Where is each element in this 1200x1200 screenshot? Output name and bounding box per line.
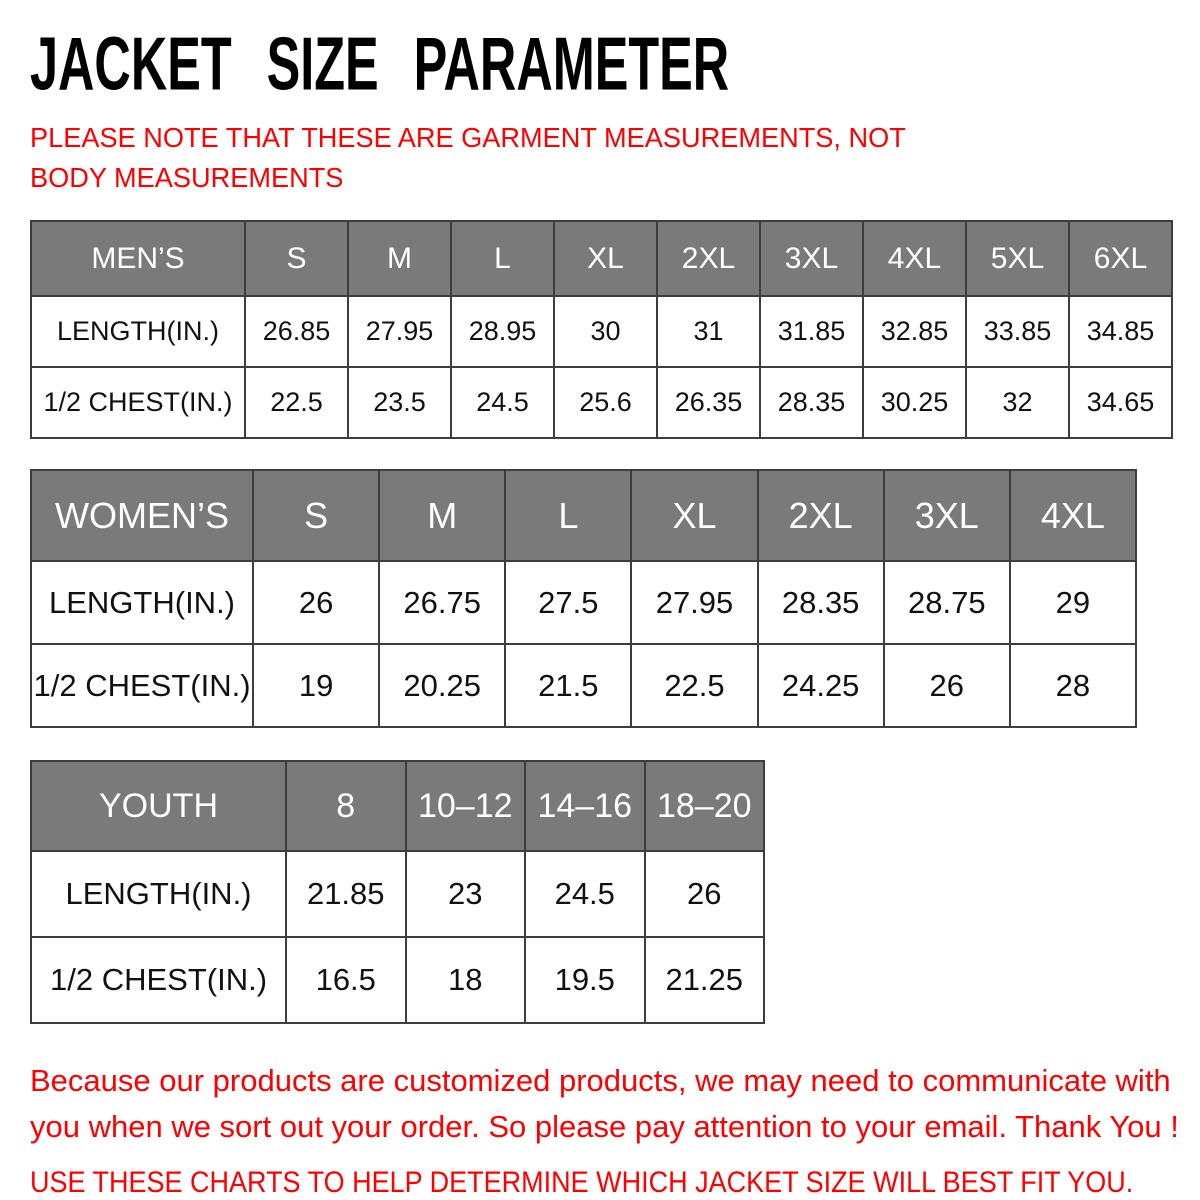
page-title: JACKET SIZE PARAMETER — [30, 22, 730, 107]
size-column-header: 10–12 — [406, 761, 526, 851]
size-column-header: 2XL — [657, 221, 760, 296]
customization-notice: Because our products are customized products, we may need to communicate with you when we sort out your order. So please pay attention to your email. Thank You ! — [30, 1063, 1179, 1144]
measurement-cell: 28.75 — [884, 561, 1010, 644]
measurement-cell: 24.5 — [451, 367, 554, 438]
size-column-header: M — [379, 470, 505, 561]
size-column-header: M — [348, 221, 451, 296]
table-row — [31, 296, 1172, 367]
group-label: MEN’S — [31, 221, 245, 296]
measurement-cell: 25.6 — [554, 367, 657, 438]
youth-size-table — [30, 760, 1200, 1024]
size-column-header: L — [505, 470, 631, 561]
measurement-cell: 33.85 — [966, 296, 1069, 367]
measurement-cell: 27.5 — [505, 561, 631, 644]
measurement-cell: 21.25 — [645, 937, 765, 1023]
measurement-cell: 21.85 — [286, 851, 406, 937]
measurement-cell: 21.5 — [505, 644, 631, 727]
measurement-cell: 26.35 — [657, 367, 760, 438]
mens-size-table — [30, 220, 1200, 439]
measurement-cell: 26.85 — [245, 296, 348, 367]
size-column-header: 2XL — [758, 470, 884, 561]
measurement-cell: 20.25 — [379, 644, 505, 727]
size-column-header: 8 — [286, 761, 406, 851]
size-column-header: S — [253, 470, 379, 561]
measurement-cell: 28.95 — [451, 296, 554, 367]
measurement-cell: 34.85 — [1069, 296, 1172, 367]
size-column-header: 4XL — [1010, 470, 1136, 561]
measurement-cell: 26 — [645, 851, 765, 937]
size-column-header: S — [245, 221, 348, 296]
measurement-cell: 28 — [1010, 644, 1136, 727]
header-row — [31, 761, 764, 851]
group-label: WOMEN’S — [31, 470, 253, 561]
measurement-cell: 31.85 — [760, 296, 863, 367]
measurement-cell: 27.95 — [348, 296, 451, 367]
womens-table — [30, 469, 1137, 728]
measurement-cell: 24.5 — [525, 851, 645, 937]
table-row — [31, 937, 764, 1023]
size-column-header: 3XL — [760, 221, 863, 296]
table-row — [31, 367, 1172, 438]
size-column-header: 4XL — [863, 221, 966, 296]
size-column-header: 5XL — [966, 221, 1069, 296]
measurement-cell: 34.65 — [1069, 367, 1172, 438]
row-label: LENGTH(IN.) — [31, 851, 286, 937]
measurement-cell: 31 — [657, 296, 760, 367]
measurement-cell: 28.35 — [760, 367, 863, 438]
measurement-cell: 32.85 — [863, 296, 966, 367]
measurement-cell: 27.95 — [631, 561, 757, 644]
row-label: 1/2 CHEST(IN.) — [31, 367, 245, 438]
measurement-cell: 19 — [253, 644, 379, 727]
group-label: YOUTH — [31, 761, 286, 851]
measurement-cell: 23.5 — [348, 367, 451, 438]
table-row — [31, 644, 1136, 727]
measurement-cell: 30 — [554, 296, 657, 367]
size-column-header: 3XL — [884, 470, 1010, 561]
garment-measurement-note: PLEASE NOTE THAT THESE ARE GARMENT MEASUREMENTS, NOT BODY MEASUREMENTS — [30, 122, 906, 193]
row-label: 1/2 CHEST(IN.) — [31, 644, 253, 727]
row-label: LENGTH(IN.) — [31, 296, 245, 367]
size-column-header: XL — [631, 470, 757, 561]
size-column-header: XL — [554, 221, 657, 296]
header-row — [31, 470, 1136, 561]
measurement-cell: 28.35 — [758, 561, 884, 644]
size-column-header: 18–20 — [645, 761, 765, 851]
size-column-header: 6XL — [1069, 221, 1172, 296]
womens-size-table — [30, 469, 1200, 728]
measurement-cell: 32 — [966, 367, 1069, 438]
measurement-cell: 22.5 — [631, 644, 757, 727]
measurement-cell: 19.5 — [525, 937, 645, 1023]
measurement-cell: 22.5 — [245, 367, 348, 438]
table-row — [31, 561, 1136, 644]
table-row — [31, 851, 764, 937]
size-column-header: L — [451, 221, 554, 296]
measurement-cell: 26 — [253, 561, 379, 644]
row-label: 1/2 CHEST(IN.) — [31, 937, 286, 1023]
measurement-cell: 29 — [1010, 561, 1136, 644]
size-column-header: 14–16 — [525, 761, 645, 851]
chart-usage-advice: USE THESE CHARTS TO HELP DETERMINE WHICH JACKET SIZE WILL BEST FIT YOU. — [30, 1166, 1134, 1199]
measurement-cell: 23 — [406, 851, 526, 937]
youth-table — [30, 760, 765, 1024]
measurement-cell: 18 — [406, 937, 526, 1023]
measurement-cell: 30.25 — [863, 367, 966, 438]
measurement-cell: 16.5 — [286, 937, 406, 1023]
measurement-cell: 26 — [884, 644, 1010, 727]
row-label: LENGTH(IN.) — [31, 561, 253, 644]
measurement-cell: 26.75 — [379, 561, 505, 644]
header-row — [31, 221, 1172, 296]
mens-table — [30, 220, 1173, 439]
measurement-cell: 24.25 — [758, 644, 884, 727]
